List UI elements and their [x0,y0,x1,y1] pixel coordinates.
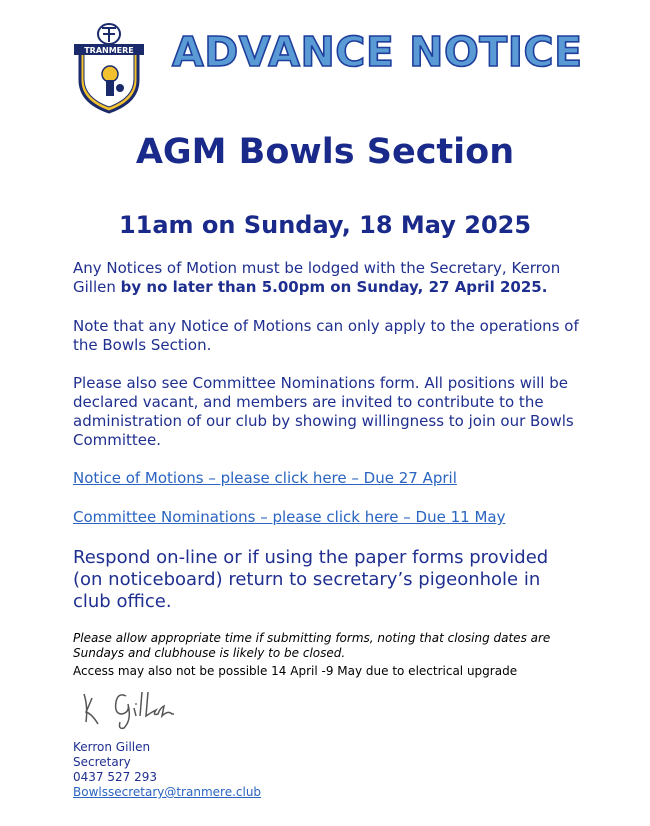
signature-icon [78,684,190,732]
contact-email-link[interactable]: Bowlssecretary@tranmere.club [73,785,262,799]
meeting-date: 11am on Sunday, 18 May 2025 [118,211,532,239]
submission-note: Please allow appropriate time if submitting forms, noting that closing dates are Sundays and clubhouse is likely to be closed. [73,631,551,660]
contact-block [73,740,261,800]
paragraph-notices-text: Any Notices of Motion must be lodged with the Secretary, Kerron Gillen [73,259,561,296]
contact-role: Secretary [73,755,131,769]
paragraph-notices [73,259,583,297]
deadline-text: by no later than 5.00pm on Sunday, 27 April 2025. [120,278,548,296]
paragraph-nominations: Please also see Committee Nominations form. All positions will be declared vacant, and members are invited to contribute to the administration of our club by showing willingness to join our Bowls Committee. [73,374,574,449]
contact-phone: 0437 527 293 [73,770,157,784]
access-note: Access may also not be possible 14 April -9 May due to electrical upgrade [73,664,518,678]
respond-instructions: Respond on-line or if using the paper forms provided (on noticeboard) return to secretary’s pigeonhole in club office. [73,547,549,612]
page-title: AGM Bowls Section [135,132,515,172]
club-logo-icon [72,22,146,114]
contact-name: Kerron Gillen [73,740,151,754]
advance-notice-banner: ADVANCE NOTICE [172,28,583,76]
committee-nominations-link[interactable]: Committee Nominations – please click here – Due 11 May [73,508,506,526]
paragraph-scope: Note that any Notice of Motions can only apply to the operations of the Bowls Section. [73,317,579,354]
logo-text: TRANMERE [84,46,134,55]
notice-of-motions-link[interactable]: Notice of Motions – please click here – Due 27 April [73,469,457,487]
